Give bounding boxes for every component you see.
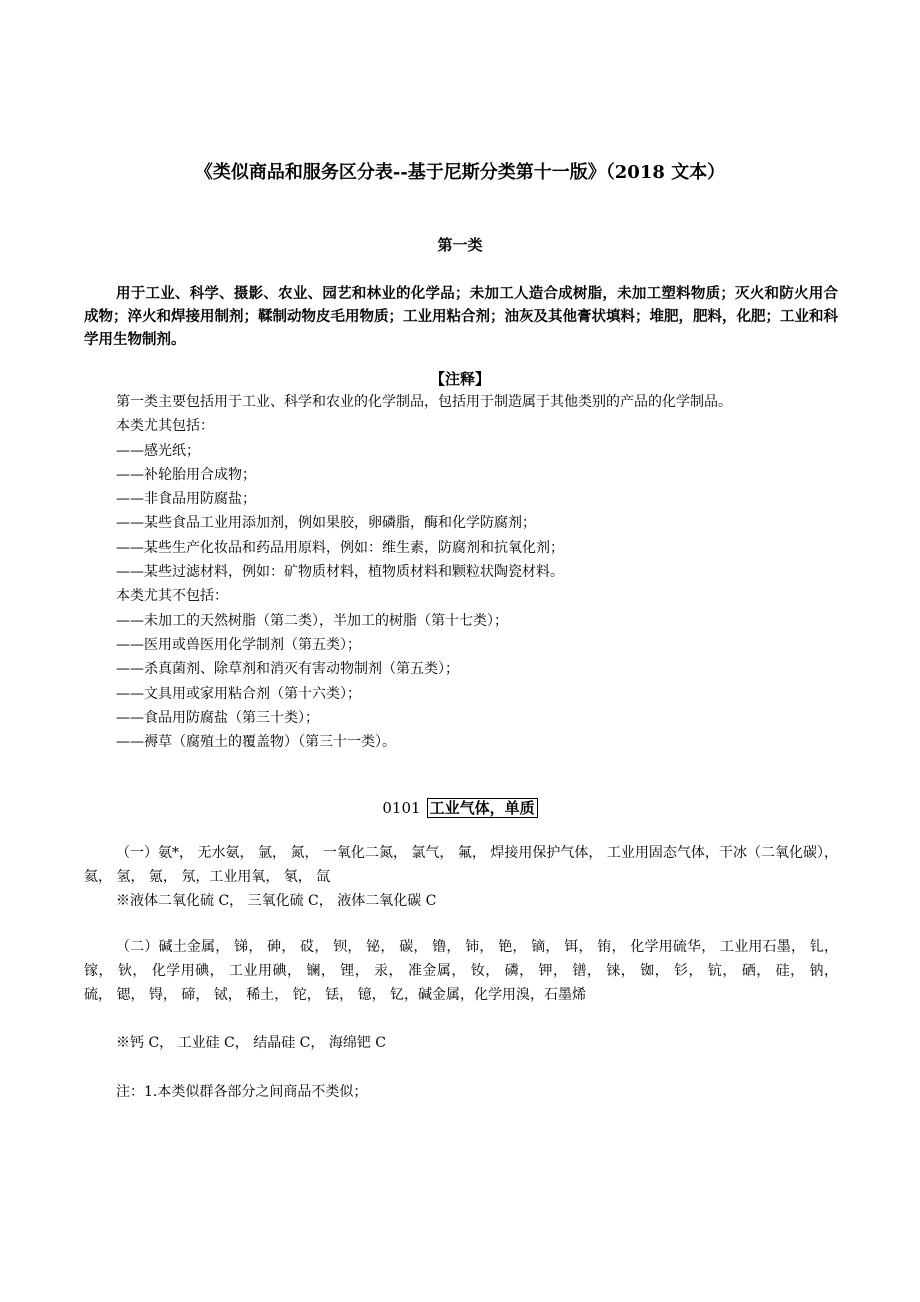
document-title: 《类似商品和服务区分表--基于尼斯分类第十一版》（2018 文本）: [194, 162, 726, 183]
notes-body: [84, 390, 844, 754]
include-item: ——补轮胎用合成物；: [116, 466, 256, 483]
excludes-label: 本类尤其不包括：: [116, 588, 228, 605]
group-section-2-similar: ※钙 C， 工业硅 C， 结晶硅 C， 海绵钯 C: [116, 1035, 386, 1051]
includes-label: 本类尤其包括：: [116, 418, 214, 435]
include-item: ——某些生产化妆品和药品用原料，例如：维生素，防腐剂和抗氧化剂；: [116, 539, 564, 556]
include-item: ——非食品用防腐盐；: [116, 491, 256, 508]
group-code: 0101: [382, 799, 421, 817]
group-heading: [0, 796, 920, 820]
exclude-item: ——褥草（腐殖土的覆盖物）（第三十一类）。: [116, 734, 396, 751]
group-section-2: （二）碱土金属， 锑， 砷， 砹， 钡， 铋， 碳， 镥， 铈， 铯， 镝， 铒， 铕， 化学用硫华， 工业用石墨， 钆， 镓， 钬， 化学用碘， 工业用碘， 镧， 锂， 汞， 准金属， 钕， 磷， 钾， 镨， 铼， 铷， 钐， 钪， 硒， 硅， 钠， 硫， 锶， 锝， 碲， 铽， 稀土， 铊， 铥， 镱， 钇，碱金属，化学用溴，石墨烯: [84, 939, 838, 1003]
notes-intro: 第一类主要包括用于工业、科学和农业的化学制品，包括用于制造属于其他类别的产品的化学制品。: [116, 394, 732, 410]
class-description: 用于工业、科学、摄影、农业、园艺和林业的化学品；未加工人造合成树脂，未加工塑料物质；灭火和防火用合成物；淬火和焊接用制剂；鞣制动物皮毛用物质；工业用粘合剂；油灰及其他膏状填料；堆肥，肥料，化肥；工业和科学用生物制剂。: [84, 285, 838, 348]
group-section-1-similar: ※液体二氧化硫 C， 三氧化硫 C， 液体二氧化碳 C: [116, 893, 437, 909]
group-note: 注：1.本类似群各部分之间商品不类似；: [116, 1084, 368, 1100]
include-item: ——某些过滤材料，例如：矿物质材料，植物质材料和颗粒状陶瓷材料。: [116, 564, 564, 581]
notes-heading: 【注释】: [429, 370, 490, 388]
exclude-item: ——文具用或家用粘合剂（第十六类）；: [116, 685, 361, 702]
include-item: ——某些食品工业用添加剂，例如果胶，卵磷脂，酶和化学防腐剂；: [116, 515, 536, 532]
exclude-item: ——食品用防腐盐（第三十类）；: [116, 709, 319, 726]
group-section-1: （一）氨*， 无水氨， 氩， 氮， 一氧化二氮， 氯气， 氟， 焊接用保护气体， 工业用固态气体，干冰（二氧化碳）， 氦， 氢， 氪， 氖，工业用氧， 氡， 氙: [84, 845, 838, 885]
exclude-item: ——未加工的天然树脂（第二类），半加工的树脂（第十七类）；: [116, 612, 508, 629]
include-item: ——感光纸；: [116, 442, 200, 459]
exclude-item: ——杀真菌剂、除草剂和消灭有害动物制剂（第五类）；: [116, 661, 459, 678]
group-name: 工业气体，单质: [427, 798, 538, 818]
class-heading: 第一类: [437, 236, 483, 254]
exclude-item: ——医用或兽医用化学制剂（第五类）；: [116, 636, 361, 653]
